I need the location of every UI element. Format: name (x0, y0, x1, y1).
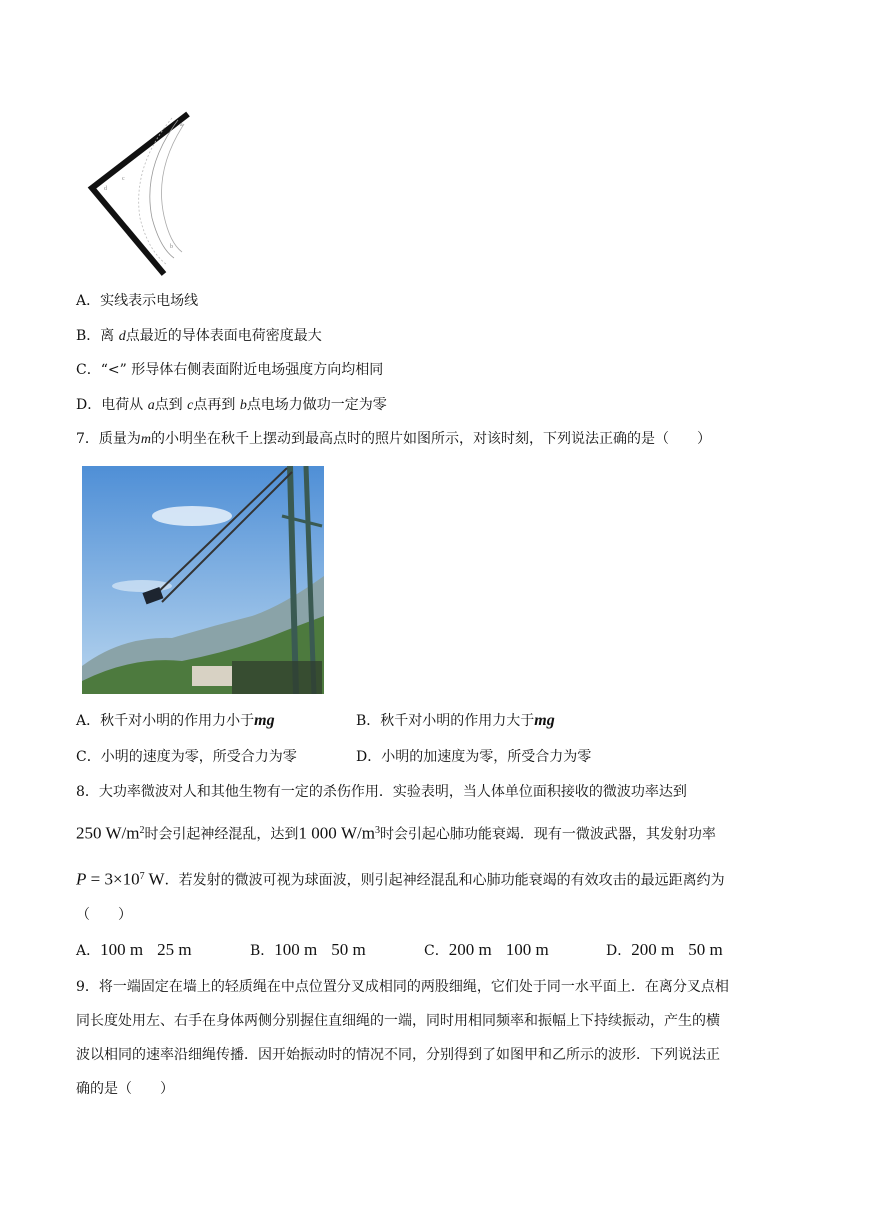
q8-line1: 8．大功率微波对人和其他生物有一定的杀伤作用．实验表明，当人体单位面积接收的微波功率达到 (76, 784, 687, 800)
svg-text:a: a (180, 122, 183, 128)
q9-line2: 同长度处用左、右手在身体两侧分别握住直细绳的一端，同时用相同频率和振幅上下持续振动，产生的横 (76, 1013, 720, 1029)
q7-option-c: C．小明的速度为零，所受合力为零 (76, 749, 297, 765)
q7-stem: 7．质量为m的小明坐在秋千上摆动到最高点时的照片如图所示，对该时刻，下列说法正确的是（ ） (76, 431, 712, 447)
q8-line3: $P = 3\times 10^7$ W．若发射的微波可视为球面波，则引起神经混乱和心肺功能衰竭的有效攻击的最远距离约为 (76, 869, 725, 889)
q7-option-b: B．秋千对小明的作用力大于mg (356, 712, 555, 729)
svg-text:b: b (170, 244, 173, 250)
q8-line2: 250 $W/m^2$时会引起神经混乱，达到1 000 $W/m^3$时会引起心肺功能衰竭．现有一微波武器，其发射功率 (76, 823, 716, 843)
q8-option-d: D．200 m 50 m (606, 940, 723, 959)
q6-option-d: D．电荷从 a点到 c点再到 b点电场力做功一定为零 (76, 397, 387, 413)
q9-line4: 确的是（ ） (76, 1081, 174, 1097)
q6-option-b: B．离 d点最近的导体表面电荷密度最大 (76, 328, 322, 344)
svg-text:d: d (104, 186, 107, 192)
q8-option-b: B．100 m 50 m (250, 940, 366, 959)
q9-line1: 9．将一端固定在墙上的轻质绳在中点位置分叉成相同的两股细绳，它们处于同一水平面上．在离分叉点相 (76, 979, 729, 995)
swing-photo (82, 466, 324, 694)
q7-option-d: D．小明的加速度为零，所受合力为零 (356, 749, 592, 765)
q8-answer-paren: （ ） (76, 907, 132, 923)
q8-option-c: C．200 m 100 m (424, 940, 549, 959)
q9-line3: 波以相同的速率沿细绳传播．因开始振动时的情况不同，分别得到了如图甲和乙所示的波形．下列说法正 (76, 1047, 720, 1063)
q7-option-a: A．秋千对小明的作用力小于mg (76, 712, 275, 729)
q6-option-c: C．“<” 形导体右侧表面附近电场强度方向均相同 (76, 362, 384, 378)
conductor-figure (82, 108, 194, 280)
q6-option-a: A．实线表示电场线 (76, 293, 199, 309)
svg-text:c: c (122, 176, 125, 182)
q8-option-a: A．100 m 25 m (76, 940, 192, 959)
